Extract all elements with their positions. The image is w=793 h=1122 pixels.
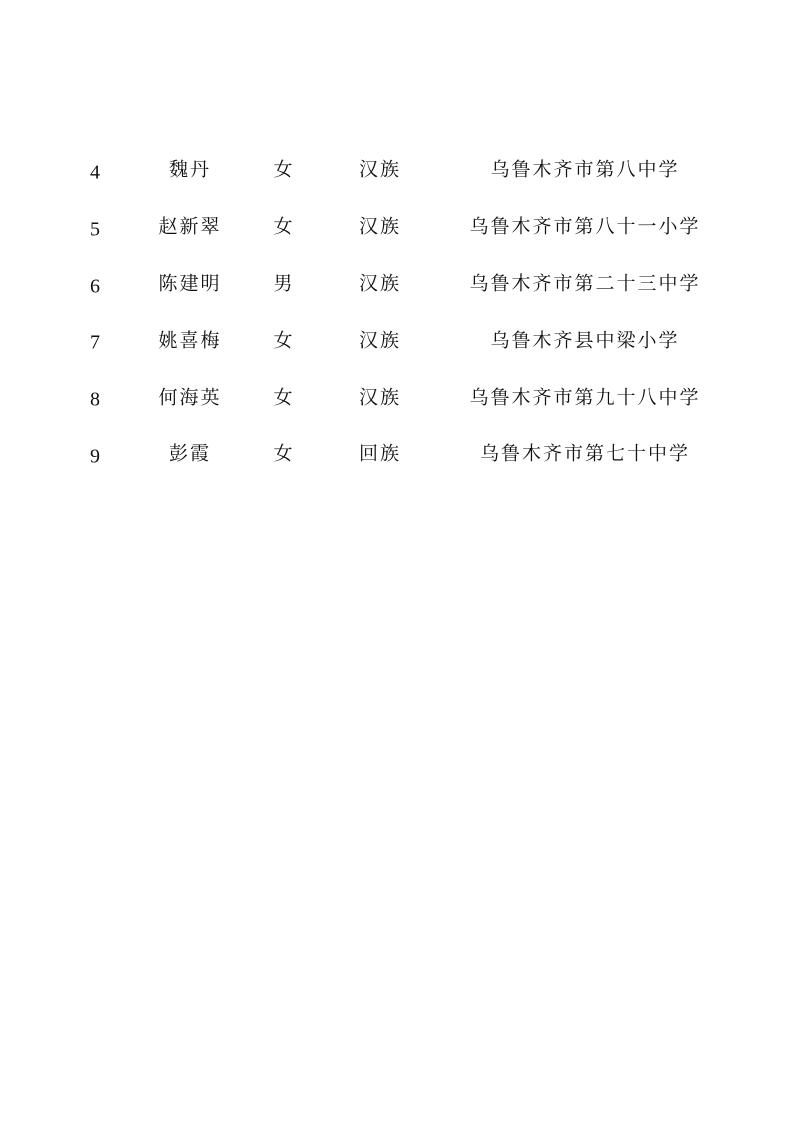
gender: 男	[273, 272, 295, 295]
gender: 女	[273, 442, 295, 465]
ethnicity: 汉族	[358, 329, 402, 352]
gender: 女	[273, 215, 295, 238]
school-name: 乌鲁木齐县中梁小学	[490, 329, 680, 352]
person-name: 何海英	[158, 386, 222, 409]
ethnicity: 汉族	[358, 158, 402, 181]
person-name: 陈建明	[158, 272, 222, 295]
row-number: 9	[90, 445, 100, 468]
school-name: 乌鲁木齐市第八十一小学	[469, 215, 701, 238]
row-number: 7	[90, 331, 100, 354]
ethnicity: 回族	[358, 442, 402, 465]
gender: 女	[273, 386, 295, 409]
row-number: 8	[90, 388, 100, 411]
ethnicity: 汉族	[358, 215, 402, 238]
school-name: 乌鲁木齐市第二十三中学	[469, 272, 701, 295]
school-name: 乌鲁木齐市第九十八中学	[469, 386, 701, 409]
row-number: 5	[90, 218, 100, 241]
person-name: 彭霞	[168, 442, 212, 465]
gender: 女	[273, 329, 295, 352]
table-row	[0, 424, 793, 481]
gender: 女	[273, 158, 295, 181]
roster-table	[0, 140, 793, 481]
row-number: 4	[90, 161, 100, 184]
row-number: 6	[90, 275, 100, 298]
table-row	[0, 254, 793, 311]
school-name: 乌鲁木齐市第七十中学	[479, 442, 691, 465]
person-name: 姚喜梅	[158, 329, 222, 352]
school-name: 乌鲁木齐市第八中学	[490, 158, 680, 181]
person-name: 赵新翠	[158, 215, 222, 238]
table-row	[0, 310, 793, 367]
table-row	[0, 197, 793, 254]
table-row	[0, 367, 793, 424]
table-row	[0, 140, 793, 197]
ethnicity: 汉族	[358, 272, 402, 295]
ethnicity: 汉族	[358, 386, 402, 409]
person-name: 魏丹	[168, 158, 212, 181]
